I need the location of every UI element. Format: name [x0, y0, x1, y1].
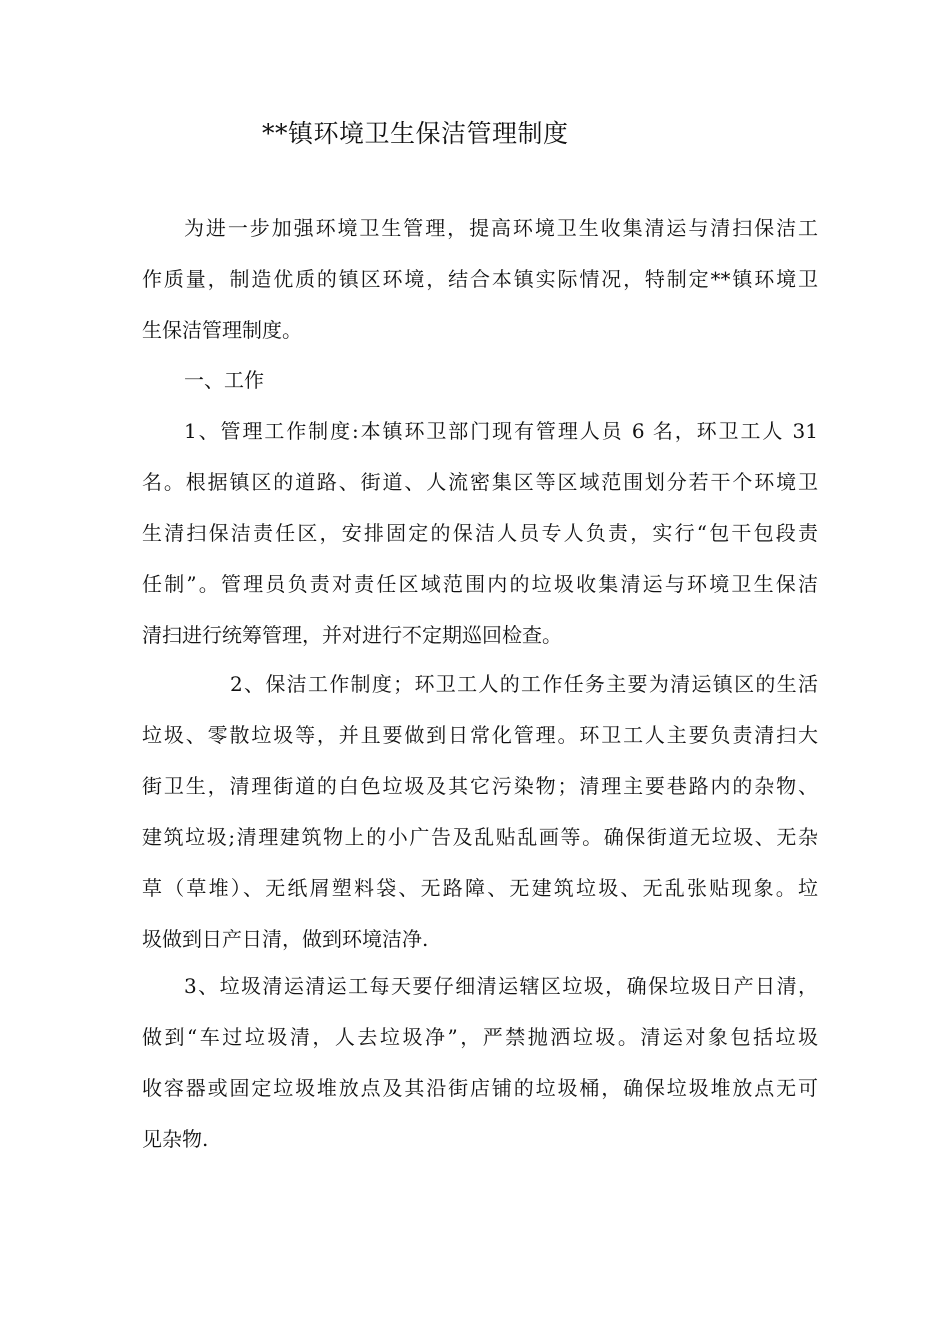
- item-2-line-2: 垃圾、零散垃圾等，并且要做到日常化管理。环卫工人主要负责清扫大: [142, 723, 818, 747]
- intro-line-3: 生保洁管理制度。: [142, 318, 302, 342]
- item-2-line-3: 街卫生，清理街道的白色垃圾及其它污染物；清理主要巷路内的杂物、: [142, 774, 818, 798]
- document-title: **镇环境卫生保洁管理制度: [262, 119, 569, 148]
- item-1-line-4: 任制”。管理员负责对责任区域范围内的垃圾收集清运与环境卫生保洁: [142, 572, 818, 596]
- item-2-line-4: 建筑垃圾;清理建筑物上的小广告及乱贴乱画等。确保街道无垃圾、无杂: [142, 825, 818, 849]
- item-3-line-3: 收容器或固定垃圾堆放点及其沿街店铺的垃圾桶，确保垃圾堆放点无可: [142, 1076, 818, 1100]
- intro-line-2: 作质量，制造优质的镇区环境，结合本镇实际情况，特制定**镇环境卫: [142, 267, 818, 291]
- item-1-paragraph: [142, 406, 818, 661]
- item-3-line-4: 见杂物.: [142, 1127, 209, 1151]
- item-2-line-6: 圾做到日产日清，做到环境洁净.: [142, 927, 429, 951]
- intro-paragraph: [142, 203, 818, 356]
- intro-line-1: 为进一步加强环境卫生管理，提高环境卫生收集清运与清扫保洁工: [184, 216, 818, 240]
- section-heading: [142, 355, 818, 406]
- item-2-paragraph: [142, 659, 818, 965]
- item-3-line-2: 做到“车过垃圾清，人去垃圾净”，严禁抛洒垃圾。清运对象包括垃圾: [142, 1025, 818, 1049]
- item-1-line-1: 1、管理工作制度:本镇环卫部门现有管理人员 6 名，环卫工人 31: [184, 419, 818, 443]
- item-3-paragraph: [142, 961, 818, 1165]
- item-1-line-2: 名。根据镇区的道路、街道、人流密集区等区域范围划分若干个环境卫: [142, 470, 818, 494]
- item-1-line-5: 清扫进行统筹管理，并对进行不定期巡回检查。: [142, 623, 562, 647]
- item-2-line-5: 草（草堆）、无纸屑塑料袋、无路障、无建筑垃圾、无乱张贴现象。垃: [142, 876, 818, 900]
- section-heading-text: 一、工作: [184, 368, 264, 392]
- item-1-line-3: 生清扫保洁责任区，安排固定的保洁人员专人负责，实行“包干包段责: [142, 521, 818, 545]
- item-3-line-1: 3、垃圾清运清运工每天要仔细清运辖区垃圾，确保垃圾日产日清，: [184, 974, 818, 998]
- item-2-line-1: 2、保洁工作制度；环卫工人的工作任务主要为清运镇区的生活: [230, 672, 818, 696]
